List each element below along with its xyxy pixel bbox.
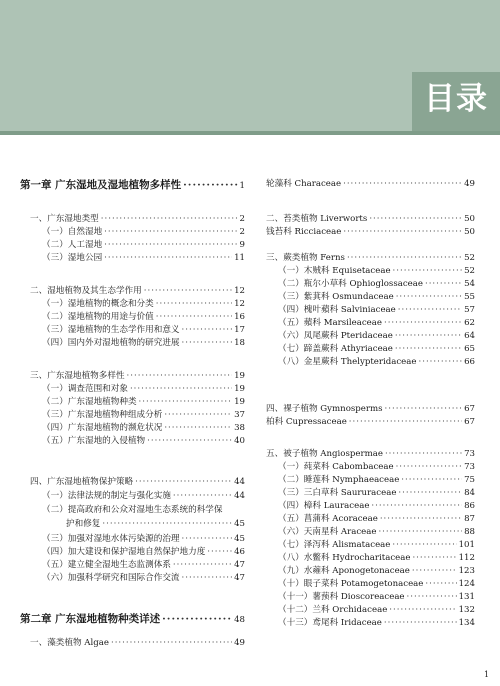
dot-leader [407, 591, 457, 604]
toc-entry-page: 62 [464, 318, 475, 328]
toc-entry-page: 12 [234, 299, 245, 309]
toc-entry-page: 16 [234, 312, 245, 322]
toc-entry-label: （十）眼子菜科 Potamogetonaceae [278, 579, 424, 589]
toc-entry [278, 513, 475, 526]
toc-entry-page: 131 [458, 592, 475, 602]
toc-entry-label: （六）天南星科 Araceae [278, 527, 377, 537]
toc-entry-label: （七）蹄盖蕨科 Athyriaceae [278, 344, 393, 354]
toc-entry-page: 11 [234, 253, 245, 263]
toc-entry-label: 三、广东湿地植物多样性 [30, 371, 125, 381]
toc-entry-label: （七）泽泻科 Alismataceae [278, 540, 391, 550]
dot-leader [349, 416, 462, 429]
toc-entry [278, 278, 475, 291]
toc-entry-page: 50 [464, 227, 475, 237]
toc-entry-label: 四、裸子植物 Gymnosperms [266, 404, 383, 414]
toc-entry-label: （八）水鳖科 Hydrocharitaceae [278, 553, 411, 563]
toc-section [30, 370, 245, 383]
toc-entry-page: 73 [464, 462, 475, 472]
dot-leader [380, 513, 462, 526]
dot-leader [384, 317, 462, 330]
toc-entry [278, 330, 475, 343]
dot-leader [378, 526, 462, 539]
dot-leader [147, 435, 232, 448]
toc-entry-page: 101 [458, 540, 475, 550]
toc-entry [278, 539, 475, 552]
toc-entry-label: （二）广东湿地植物种类 [42, 397, 137, 407]
dot-leader [384, 617, 457, 630]
toc-section [266, 416, 475, 429]
dot-leader [393, 265, 463, 278]
toc-entry [42, 533, 245, 546]
toc-chapter [20, 178, 245, 192]
toc-entry [42, 324, 245, 337]
toc-entry-label: （十一）薯蓣科 Dioscoreaceae [278, 592, 405, 602]
toc-entry [278, 317, 475, 330]
toc-entry-label: （四）槐叶蘋科 Salviniaceae [278, 305, 396, 315]
dot-leader [173, 490, 232, 503]
toc-entry-page: 17 [234, 325, 245, 335]
dot-leader [164, 409, 232, 422]
dot-leader [207, 546, 232, 559]
toc-section [266, 448, 475, 461]
toc-entry [278, 591, 475, 604]
toc-entry-page: 37 [234, 410, 245, 420]
toc-entry-label: （三）三白草科 Saururaceae [278, 488, 397, 498]
toc-entry-label: （十三）鸢尾科 Iridaceae [278, 618, 382, 628]
toc-entry-label: （三）湿地植物的生态学作用和意义 [42, 325, 180, 335]
dot-leader [111, 637, 232, 650]
dot-leader [412, 565, 457, 578]
toc-entry-page: 86 [464, 501, 475, 511]
toc-entry-page: 19 [234, 371, 245, 381]
toc-entry-label: 三、蕨类植物 Ferns [266, 253, 345, 263]
toc-entry-page: 88 [464, 527, 475, 537]
toc-entry [278, 500, 475, 513]
toc-entry-page: 65 [464, 344, 475, 354]
toc-entry-label: 五、被子植物 Angiospermae [266, 449, 383, 459]
toc-entry-page: 54 [464, 279, 475, 289]
toc-entry-label: （一）木贼科 Equisetaceae [278, 266, 391, 276]
dot-leader [412, 552, 456, 565]
toc-entry-label: （五）建立健全湿地生态监测体系 [42, 560, 171, 570]
dot-leader [104, 239, 237, 252]
toc-entry-page: 40 [234, 436, 245, 446]
toc-entry-label: 护和修复 [66, 519, 101, 529]
dot-leader [182, 337, 233, 350]
toc-chapter [20, 612, 245, 626]
dot-leader [343, 178, 462, 191]
toc-entry-label: （四）广东湿地植物的濒危状况 [42, 423, 163, 433]
toc-entry [278, 304, 475, 317]
toc-entry-page: 44 [234, 491, 245, 501]
dot-leader [396, 461, 463, 474]
toc-entry [42, 504, 245, 517]
dot-leader [156, 298, 232, 311]
toc-entry-label: （二）瓶尔小草科 Ophioglossaceae [278, 279, 423, 289]
toc-entry [278, 356, 475, 369]
dot-leader [389, 604, 456, 617]
toc-entry-page: 2 [239, 227, 245, 237]
dot-leader [385, 448, 462, 461]
dot-leader [164, 422, 232, 435]
toc-entry [42, 337, 245, 350]
toc-entry-page: 48 [234, 615, 245, 625]
toc-entry-label: （八）金星蕨科 Thelypteridaceae [278, 357, 417, 367]
toc-entry [278, 552, 475, 565]
dot-leader [418, 356, 462, 369]
toc-entry [278, 265, 475, 278]
toc-entry-page: 52 [464, 253, 475, 263]
toc-section [266, 252, 475, 265]
dot-leader [101, 213, 238, 226]
toc-entry-page: 12 [234, 286, 245, 296]
toc-entry [42, 559, 245, 572]
toc-entry-label: （一）调查范围和对象 [42, 384, 128, 394]
toc-entry-page: 67 [464, 417, 475, 427]
dot-leader [369, 213, 462, 226]
toc-section [266, 403, 475, 416]
toc-section [266, 178, 475, 191]
toc-entry-page: 57 [464, 305, 475, 315]
toc-entry-page: 123 [458, 566, 475, 576]
toc-entry [278, 291, 475, 304]
dot-leader [398, 304, 462, 317]
toc-entry-label: 二、湿地植物及其生态学作用 [30, 286, 142, 296]
toc-entry [278, 617, 475, 630]
toc-entry [42, 226, 245, 239]
toc-entry-page: 73 [464, 449, 475, 459]
toc-entry [66, 518, 245, 531]
dot-leader [395, 343, 462, 356]
toc-entry-label: 第一章 广东湿地及湿地植物多样性 [20, 179, 182, 191]
toc-entry-label: （五）蘋科 Marsileaceae [278, 318, 382, 328]
toc-entry-page: 19 [234, 397, 245, 407]
toc-entry-label: 轮藻科 Characeae [266, 179, 342, 189]
toc-entry-page: 45 [234, 534, 245, 544]
toc-entry-label: （十二）兰科 Orchidaceae [278, 605, 388, 615]
dot-leader [139, 396, 233, 409]
toc-entry-label: 二、苔类植物 Liverworts [266, 214, 368, 224]
toc-entry-page: 50 [464, 214, 475, 224]
header-rule [0, 131, 500, 135]
toc-entry-label: （二）睡莲科 Nymphaeaceae [278, 475, 400, 485]
dot-leader [156, 311, 232, 324]
toc-entry [42, 311, 245, 324]
toc-section [266, 226, 475, 239]
toc-entry-label: （六）凤尾蕨科 Pteridaceae [278, 331, 393, 341]
toc-entry-label: （四）加大建设和保护湿地自然保护地力度 [42, 547, 206, 557]
toc-entry-page: 67 [464, 404, 475, 414]
toc-entry-page: 2 [239, 214, 245, 224]
toc-entry [278, 578, 475, 591]
dot-leader [173, 559, 232, 572]
toc-entry [278, 604, 475, 617]
page-title: 目录 [424, 81, 488, 117]
dot-leader [396, 291, 462, 304]
dot-leader [398, 487, 462, 500]
dot-leader [162, 612, 232, 626]
toc-entry-label: （一）自然湿地 [42, 227, 103, 237]
toc-section [30, 476, 245, 489]
dot-leader [395, 330, 462, 343]
toc-entry-page: 134 [458, 618, 475, 628]
toc-entry-label: （四）樟科 Lauraceae [278, 501, 370, 511]
toc-entry-label: 第二章 广东湿地植物种类详述 [20, 613, 161, 625]
toc-entry-page: 18 [234, 338, 245, 348]
dot-leader [343, 226, 462, 239]
toc-entry [42, 546, 245, 559]
toc-entry-label: （一）湿地植物的概念和分类 [42, 299, 154, 309]
toc-entry-label: （三）广东湿地植物种组成分析 [42, 410, 163, 420]
dot-leader [104, 226, 237, 239]
page-number: 1 [484, 670, 490, 679]
toc-entry-label: 一、广东湿地类型 [30, 214, 99, 224]
dot-leader [392, 539, 456, 552]
toc-entry-label: （三）加强对湿地水体污染源的治理 [42, 534, 180, 544]
dot-leader [371, 500, 462, 513]
toc-entry-label: 一、藻类植物 Algae [30, 638, 109, 648]
toc-entry-page: 19 [234, 384, 245, 394]
toc-entry [42, 298, 245, 311]
toc-entry [42, 422, 245, 435]
toc-entry-page: 124 [458, 579, 475, 589]
dot-leader [182, 572, 233, 585]
toc-entry-page: 49 [234, 638, 245, 648]
toc-section [30, 637, 245, 650]
toc-entry [278, 343, 475, 356]
toc-entry [42, 396, 245, 409]
dot-leader [425, 578, 456, 591]
toc-entry [42, 490, 245, 503]
toc-entry [278, 565, 475, 578]
toc-entry [42, 239, 245, 252]
toc-entry [278, 474, 475, 487]
toc-entry [278, 461, 475, 474]
dot-leader [385, 403, 463, 416]
toc-entry-page: 132 [458, 605, 475, 615]
toc-section [30, 213, 245, 226]
dot-leader [130, 383, 232, 396]
toc-entry-page: 55 [464, 292, 475, 302]
dot-leader [347, 252, 462, 265]
toc-entry-label: （六）加强科学研究和国际合作交流 [42, 573, 180, 583]
toc-entry-page: 47 [234, 573, 245, 583]
toc-section [30, 285, 245, 298]
toc-entry-label: （三）紫萁科 Osmundaceae [278, 292, 394, 302]
dot-leader [102, 518, 232, 531]
toc-entry-label: （二）提高政府和公众对湿地生态系统的科学保 [42, 505, 223, 515]
toc-entry-label: （二）人工湿地 [42, 240, 103, 250]
toc-entry-page: 1 [239, 181, 245, 191]
toc-entry-page: 46 [234, 547, 245, 557]
toc-entry [42, 409, 245, 422]
dot-leader [127, 370, 233, 383]
toc-entry-label: （一）莼菜科 Cabombaceae [278, 462, 394, 472]
toc-entry-label: （四）国内外对湿地植物的研究进展 [42, 338, 180, 348]
dot-leader [104, 252, 232, 265]
dot-leader [425, 278, 462, 291]
toc-entry [42, 435, 245, 448]
toc-section [266, 213, 475, 226]
toc-entry [42, 252, 245, 265]
toc-entry-page: 44 [234, 477, 245, 487]
dot-leader [401, 474, 462, 487]
toc-entry-page: 52 [464, 266, 475, 276]
dot-leader [183, 178, 237, 192]
toc-entry-label: （五）菖蒲科 Acoraceae [278, 514, 378, 524]
toc-entry-label: 钱苔科 Ricciaceae [266, 227, 342, 237]
toc-entry-label: （三）湿地公园 [42, 253, 103, 263]
toc-entry-page: 84 [464, 488, 475, 498]
toc-entry-label: （九）水蕹科 Aponogetonaceae [278, 566, 410, 576]
toc-entry-page: 64 [464, 331, 475, 341]
toc-entry-page: 75 [464, 475, 475, 485]
toc-entry-page: 47 [234, 560, 245, 570]
dot-leader [135, 476, 232, 489]
toc-entry [278, 487, 475, 500]
toc-entry-page: 45 [234, 519, 245, 529]
toc-entry-page: 112 [458, 553, 475, 563]
toc-entry-label: （二）湿地植物的用途与价值 [42, 312, 154, 322]
toc-entry-label: 柏科 Cupressaceae [266, 417, 347, 427]
toc-entry-page: 38 [234, 423, 245, 433]
toc-entry [42, 572, 245, 585]
toc-entry-label: （一）法律法规的制定与强化实施 [42, 491, 171, 501]
dot-leader [182, 324, 233, 337]
toc-entry-page: 9 [239, 240, 245, 250]
toc-entry-label: 四、广东湿地植物保护策略 [30, 477, 134, 487]
toc-entry [42, 383, 245, 396]
dot-leader [182, 533, 233, 546]
toc-entry-page: 66 [464, 357, 475, 367]
toc-entry-label: （五）广东湿地的入侵植物 [42, 436, 146, 446]
toc-entry-page: 49 [464, 179, 475, 189]
toc-entry [278, 526, 475, 539]
toc-entry-page: 87 [464, 514, 475, 524]
dot-leader [144, 285, 232, 298]
